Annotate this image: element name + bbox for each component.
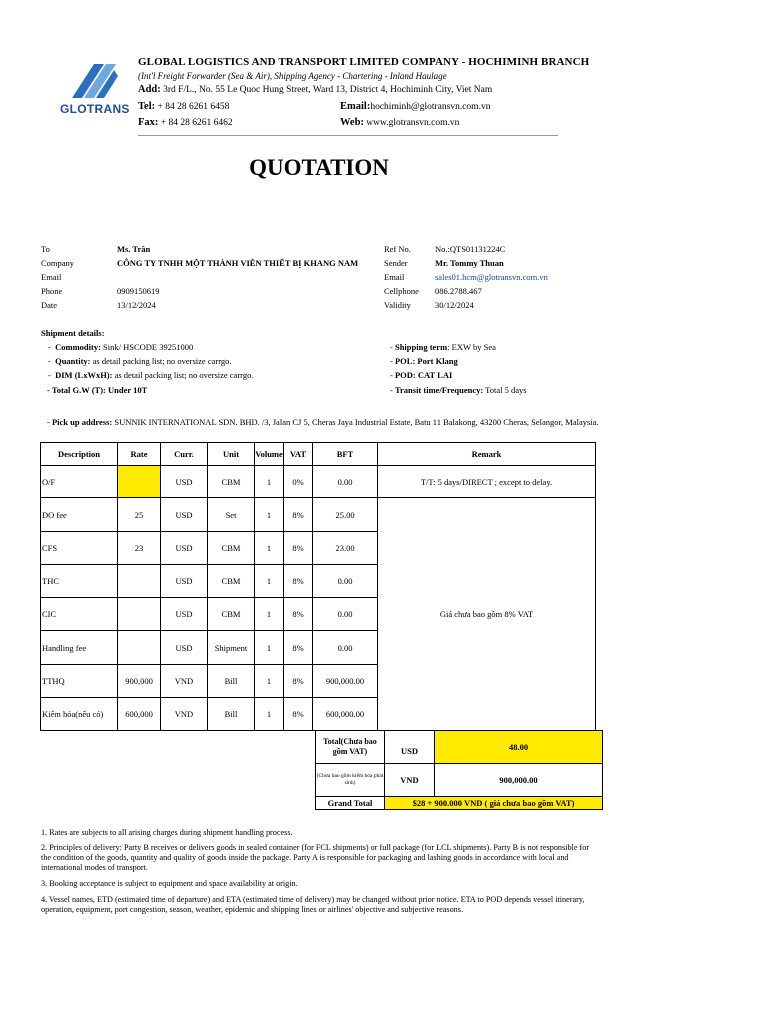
date-label: Date	[41, 300, 58, 310]
company-label: Company	[41, 258, 75, 268]
cell-vat: 8%	[284, 665, 313, 698]
totals-table	[315, 730, 603, 810]
cell-bft: 900,000.00	[313, 665, 378, 698]
fax-line: Fax: + 84 28 6261 6462	[138, 117, 233, 128]
cell-unit: CBM	[208, 466, 255, 498]
cell-unit: Bill	[208, 698, 255, 731]
cell-curr: USD	[161, 631, 208, 665]
total-usd-row	[316, 731, 603, 764]
cell-bft: 0.00	[313, 598, 378, 631]
cell-description: THC	[41, 565, 118, 598]
date-value: 13/12/2024	[117, 300, 156, 310]
total-note: (Chưa bao gồm kiểm hóa phát sinh)	[316, 764, 385, 797]
pod-line: - POD: CAT LAI	[390, 370, 453, 380]
grand-total-label: Grand Total	[316, 797, 385, 810]
quotation-table	[40, 442, 596, 731]
cell-vat: 0%	[284, 466, 313, 498]
cell-curr: USD	[161, 598, 208, 631]
total-vnd-row	[316, 764, 603, 797]
cell-unit: CBM	[208, 565, 255, 598]
logo-text: GLOTRANS	[60, 102, 130, 116]
cell-curr: USD	[161, 466, 208, 498]
cell-bft: 0.00	[313, 466, 378, 498]
cell-vat: 8%	[284, 565, 313, 598]
header-vat: VAT	[284, 443, 313, 466]
email-label: Email	[41, 272, 62, 282]
cell-description: CIC	[41, 598, 118, 631]
cell-bft: 0.00	[313, 631, 378, 665]
validity-value: 30/12/2024	[435, 300, 474, 310]
cell-volume: 1	[255, 565, 284, 598]
to-label: To	[41, 244, 50, 254]
cell-rate	[118, 598, 161, 631]
shipping-term-line: - Shipping term: EXW by Sea	[390, 342, 496, 352]
cell-vat: 8%	[284, 598, 313, 631]
header-remark: Remark	[378, 443, 596, 466]
header-rate: Rate	[118, 443, 161, 466]
shipment-heading: Shipment details:	[41, 328, 105, 338]
cell-curr: USD	[161, 565, 208, 598]
cell-vat: 8%	[284, 631, 313, 665]
company-tagline: (Int'l Freight Forwarder (Sea & Air), Shipping Agency - Chartering - Inland Haulage	[138, 71, 447, 81]
transit-line: - Transit time/Frequency: Total 5 days	[390, 385, 527, 395]
note-4: 4. Vessel names, ETD (estimated time of departure) and ETA (estimated time of delivery) may be changed without prior notice. ETA to POD depends vessel itinerary, operation, equipment, port congestion, season, weather, epidemic and shipping lines or airlines' objective and subjective reasons.	[41, 895, 585, 914]
table-row	[41, 498, 596, 532]
cell-volume: 1	[255, 698, 284, 731]
branch-name: - HOCHIMINH BRANCH	[458, 56, 590, 68]
total-usd-label: USD	[385, 731, 435, 764]
company-value: CÔNG TY TNHH MỘT THÀNH VIÊN THIẾT BỊ KHANG NAM	[117, 258, 359, 268]
header-curr: Curr.	[161, 443, 208, 466]
cell-rate: 23	[118, 532, 161, 565]
cell-curr: USD	[161, 498, 208, 532]
cell-remark: T/T: 5 days/DIRECT ; except to delay.	[378, 466, 596, 498]
cell-rate	[118, 565, 161, 598]
ref-label: Ref No.	[384, 244, 411, 254]
cell-rate: 25	[118, 498, 161, 532]
cell-rate: 900,000	[118, 665, 161, 698]
cell-curr: USD	[161, 532, 208, 565]
cell-volume: 1	[255, 665, 284, 698]
quantity-line: - Quantity: as detail packing list; no oversize carrgo.	[48, 356, 232, 366]
total-usd-value: 48.00	[435, 731, 603, 764]
cell-volume: 1	[255, 466, 284, 498]
phone-value: 0909150619	[117, 286, 160, 296]
pol-line: - POL: Port Klang	[390, 356, 458, 366]
header-divider	[138, 135, 558, 136]
company-name: GLOBAL LOGISTICS AND TRANSPORT LIMITED COMPANY - HOCHIMINH BRANCH	[138, 56, 590, 68]
cell-vat: 8%	[284, 532, 313, 565]
cell-rate	[118, 466, 161, 498]
cell-unit: Shipment	[208, 631, 255, 665]
cell-description: Handling fee	[41, 631, 118, 665]
cell-unit: Bill	[208, 665, 255, 698]
header-volume: Volume	[255, 443, 284, 466]
total-vnd-value: 900,000.00	[435, 764, 603, 797]
to-value: Ms. Trân	[117, 244, 151, 254]
customer-info	[41, 244, 381, 314]
validity-label: Validity	[384, 300, 411, 310]
total-label: Total(Chưa bao gồm VAT)	[316, 731, 385, 764]
cell-description: Kiểm hóa(nếu có)	[41, 698, 118, 731]
table-row	[41, 466, 596, 498]
cell-unit: CBM	[208, 598, 255, 631]
note-3: 3. Booking acceptance is subject to equipment and space availability at origin.	[41, 879, 298, 888]
table-header-row	[41, 443, 596, 466]
cell-vat: 8%	[284, 698, 313, 731]
cell-bft: 23.00	[313, 532, 378, 565]
cell-volume: 1	[255, 598, 284, 631]
cell-description: TTHQ	[41, 665, 118, 698]
cell-rate: 600,000	[118, 698, 161, 731]
grand-total-value: $28 + 900.000 VND ( giá chưa bao gồm VAT)	[385, 797, 603, 810]
cell-curr: VND	[161, 698, 208, 731]
tel-line: Tel: + 84 28 6261 6458	[138, 101, 230, 112]
pickup-line: - Pick up address: SUNNIK INTERNATIONAL SDN. BHD. /3, Jalan CJ 5, Cheras Jaya Industrial Estate, Batu 11 Balakong, 43200 Cheras, Selangor, Malaysia.	[47, 417, 599, 427]
grand-total-row	[316, 797, 603, 810]
cell-volume: 1	[255, 631, 284, 665]
cell-bft: 600,000.00	[313, 698, 378, 731]
note-2: 2. Principles of delivery: Party B receives or delivers goods in sealed container (for FCL shipments) or full package (for LCL shipments). Party B is not responsible for the condition of the goods, quantity and quality of goods inside the package. Party A is responsible for packaging and lashing goods in accordance with local and international modes of transport.	[41, 843, 590, 872]
total-vnd-label: VND	[385, 764, 435, 797]
note-1: 1. Rates are subjects to all arising charges during shipment handling process.	[41, 828, 293, 837]
commodity-line: - Commodity: Sink/ HSCODE 39251000	[48, 342, 194, 352]
cell-value: 086.2788.467	[435, 286, 482, 296]
sender-email-label: Email	[384, 272, 405, 282]
cell-vat: 8%	[284, 498, 313, 532]
cell-unit: Set	[208, 498, 255, 532]
web-line: Web: www.glotransvn.com.vn	[340, 117, 460, 128]
cell-label: Cellphone	[384, 286, 419, 296]
sender-value: Mr. Tommy Thuan	[435, 258, 504, 268]
header-description: Description	[41, 443, 118, 466]
address-line: Add: 3rd F/L., No. 55 Le Quoc Hung Street, Ward 13, District 4, Hochiminh City, Viet Nam	[138, 84, 493, 95]
gw-line: - Total G.W (T): Under 10T	[47, 385, 148, 395]
email-line: Email:hochiminh@glotransvn.com.vn	[340, 101, 491, 112]
sender-email-link[interactable]: sales01.hcm@glotransvn.com.vn	[435, 272, 548, 282]
sender-info	[384, 244, 604, 314]
cell-bft: 0.00	[313, 565, 378, 598]
cell-unit: CBM	[208, 532, 255, 565]
cell-description: O/F	[41, 466, 118, 498]
cell-description: CFS	[41, 532, 118, 565]
header-bft: BFT	[313, 443, 378, 466]
phone-label: Phone	[41, 286, 63, 296]
cell-volume: 1	[255, 532, 284, 565]
cell-remark-merged: Giá chưa bao gồm 8% VAT	[378, 498, 596, 731]
ref-value: No.:QTS01131224C	[435, 244, 506, 254]
cell-rate	[118, 631, 161, 665]
cell-bft: 25.00	[313, 498, 378, 532]
header-unit: Unit	[208, 443, 255, 466]
dim-line: - DIM (LxWxH): as detail packing list; no oversize carrgo.	[48, 370, 254, 380]
company-logo	[58, 58, 130, 120]
cell-curr: VND	[161, 665, 208, 698]
cell-description: DO fee	[41, 498, 118, 532]
page-title: QUOTATION	[249, 155, 389, 180]
sender-label: Sender	[384, 258, 408, 268]
cell-volume: 1	[255, 498, 284, 532]
